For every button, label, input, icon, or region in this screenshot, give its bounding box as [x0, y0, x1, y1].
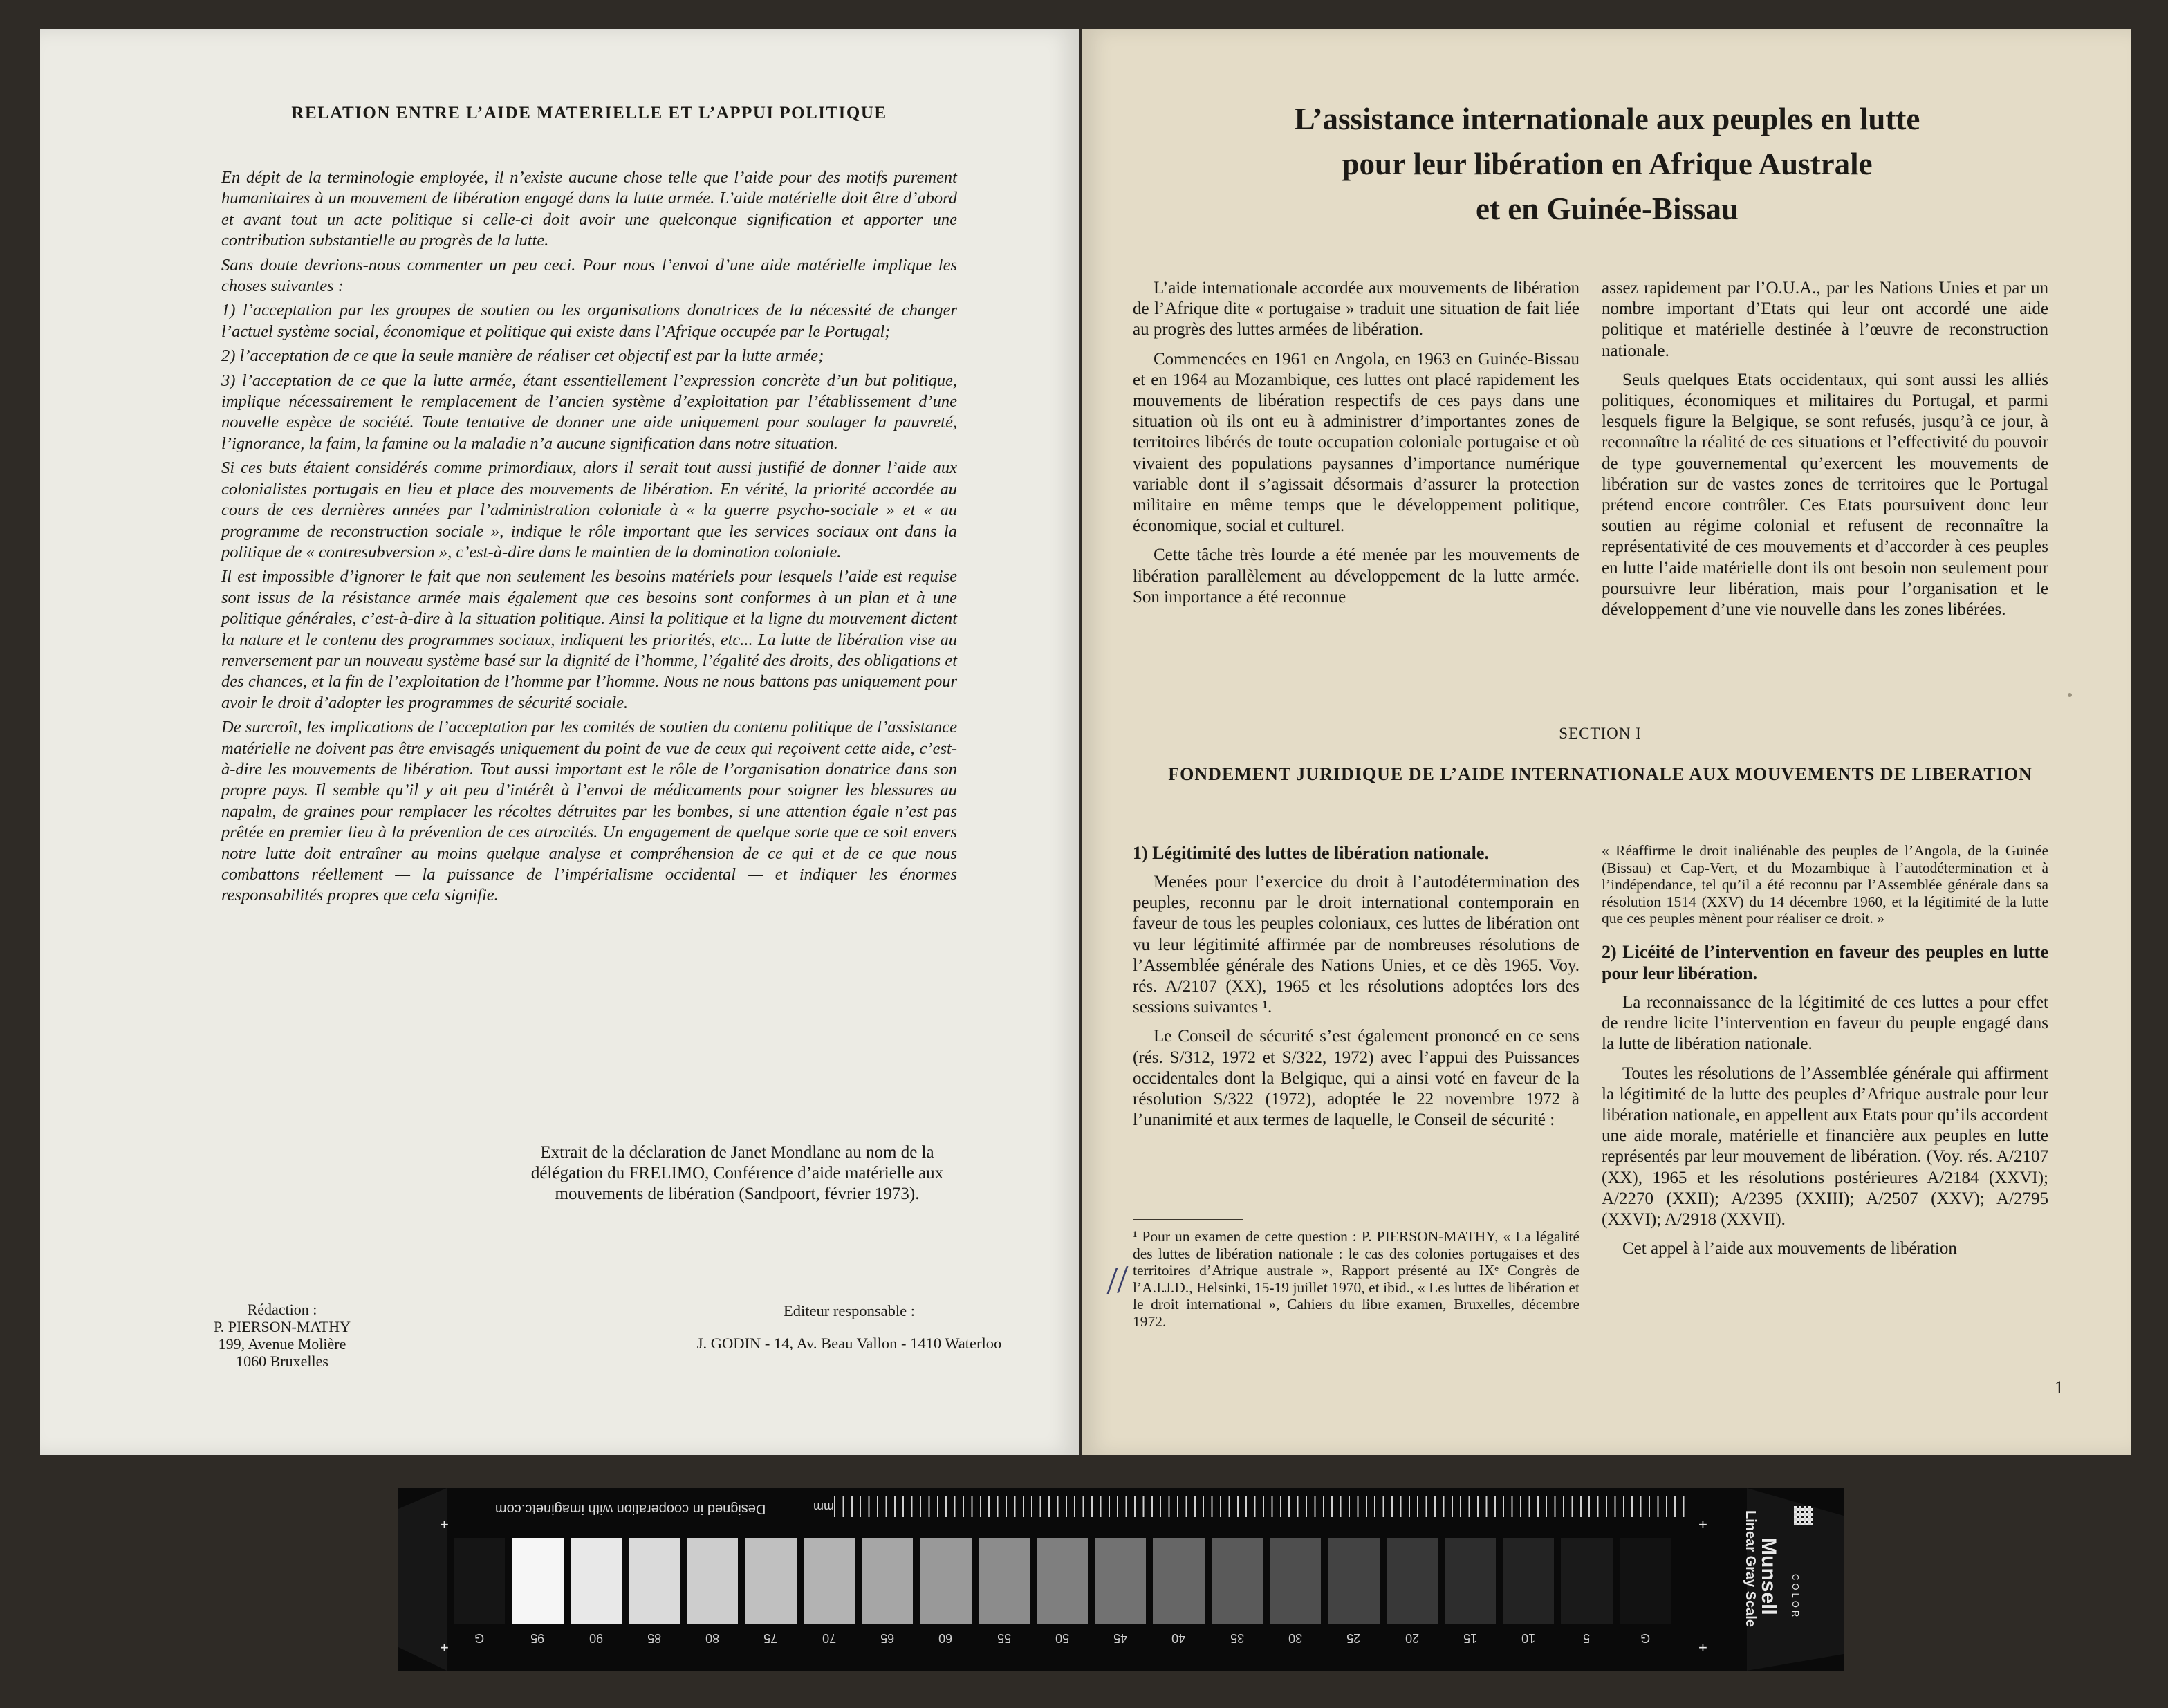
right-page: [1082, 29, 2131, 1455]
gray-swatch: [745, 1538, 796, 1624]
gray-swatch-label: 5: [1583, 1631, 1591, 1645]
gray-swatch: [1037, 1538, 1088, 1624]
gray-swatch-label: 40: [1171, 1631, 1186, 1645]
section-paragraph: La reconnaissance de la légitimité de ces luttes a pour effet de rendre licite l’intervention en faveur du peuple engagé dans la lutte de libération nationale.: [1602, 992, 2048, 1054]
gray-swatch-label: 20: [1405, 1631, 1419, 1645]
gray-swatch: [1212, 1538, 1263, 1624]
section-paragraph: Cet appel à l’aide aux mouvements de libération: [1622, 1239, 1957, 1259]
redaction-block: [206, 1301, 358, 1370]
gray-swatch: [1620, 1538, 1671, 1624]
left-page: [40, 29, 1079, 1455]
gray-swatch-label: 35: [1230, 1631, 1244, 1645]
gray-swatch: [862, 1538, 913, 1624]
left-paragraph: 2) l’acceptation de ce que la seule manière de réaliser cet objectif est par la lutte armée;: [221, 346, 824, 366]
gray-swatch-label: 90: [589, 1631, 603, 1645]
left-page-title: RELATION ENTRE L’AIDE MATERIELLE ET L’APPUI POLITIQUE: [291, 104, 887, 122]
section-paragraph: Toutes les résolutions de l’Assemblée générale qui affirment la légitimité de la lutte des peuples d’Afrique australe pour leur libération nationale, en appellent aux Etats pour qu’ils accordent une aide morale, matérielle et financière aux peuples en lutte représentés par leur mouvement de libération. (Voy. rés. A/2107 (XX), 1965 et les résolutions postérieures A/2184 (XXVI); A/2270 (XXII); A/2395 (XXIII); A/2507 (XXV); A/2795 (XXVI); A/2918 (XXVII).: [1602, 1064, 2048, 1229]
gray-swatch: [687, 1538, 738, 1624]
gray-swatch: [1445, 1538, 1496, 1624]
gray-swatch-label: 10: [1521, 1631, 1536, 1645]
gray-swatch: [1095, 1538, 1146, 1624]
ruler-unit: mm: [813, 1500, 834, 1514]
intro-paragraph: Commencées en 1961 en Angola, en 1963 en Guinée-Bissau et en 1964 au Mozambique, ces luttes ont placé rapidement les mouvements de libération respectifs de ces pays dans une situation où ils ont eu à administrer d’importantes zones de territoires libérés de toute occupation coloniale portugaise et où vivaient des populations paysannes d’importance numérique variable dont il s’agissait désormais d’assurer la protection militaire en même temps que le développement politique, économique, social et culturel.: [1133, 349, 1579, 536]
left-paragraph: 3) l’acceptation de ce que la lutte armée, étant essentiellement l’expression concrète d’un but politique, implique nécessairement le remplacement de l’ancien système d’exploitation par l’établissement d’une nouvelle espèce de société. Toute tentative de donner une aide uniquement pour soulager la pauvreté, l’ignorance, la faim, la famine ou la maladie n’a aucune signification dans notre situation.: [221, 371, 957, 453]
section-paragraph: Menées pour l’exercice du droit à l’autodétermination des peuples, reconnu par le droit international contemporain en faveur de tous les peuples coloniaux, ces luttes de libération ont vu leur légitimité affirmée par de nombreuses résolutions de l’Assemblée générale des Nations Unies, et ce dès 1965. Voy. rés. A/2107 (XX), 1965 et les résolutions adoptées lors des sessions suivantes ¹.: [1133, 873, 1579, 1017]
gray-swatch: [804, 1538, 855, 1624]
left-paragraph: Il est impossible d’ignorer le fait que non seulement les besoins matériels pour lesquels l’aide est requise sont issus de la résistance armée mais également que ces besoins sont conformes à un plan et à une politique générales, c’est-à-dire à la situation politique. Ainsi la politique et la ligne du mouvement dictent la nature et le contenu des programmes sociaux, indiquent les priorités, etc... La lutte de libération vise au renversement par un nouveau système basé sur la dignité de l’homme, l’égalité des droits, des obligations et des chances, et la fin de l’exploitation de l’homme par l’homme. Nous ne nous battons pas uniquement pour avoir le droit d’adopter les programmes de sécurité sociale.: [221, 567, 957, 712]
redaction-city: 1060 Bruxelles: [236, 1353, 328, 1370]
gray-swatch-label: G: [1640, 1631, 1650, 1645]
gray-swatch-label: 65: [880, 1631, 895, 1645]
gray-swatch: [454, 1538, 505, 1624]
intro-paragraph: assez rapidement par l’O.U.A., par les Nations Unies et par un nombre important d’Etats qui leur ont accordé une aide politique et matérielle destinée à l’œuvre de reconstruction nationale.: [1602, 279, 2048, 360]
redaction-street: 199, Avenue Molière: [218, 1335, 346, 1353]
gray-swatch: [979, 1538, 1030, 1624]
left-paragraph: De surcroît, les implications de l’acceptation par les comités de soutien du contenu politique de l’assistance matérielle ne doivent pas être envisagés uniquement du point de vue de ceux qui reçoivent cette aide, c’est-à-dire les mouvements de libération. Tout aussi important est le rôle de l’organisation donatrice dans son propre pays. Il semble qu’il y ait peu d’intérêt à l’envoi de médicaments pour soigner les blessures au napalm, de graines pour remplacer les récoltes détruites par les bombes, si une attention égale n’est pas prêtée en premier lieu à la prévention de ces atrocités. Un engagement de quelque sorte que ce soit envers notre lutte doit entraîner au moins quelque analyse et compréhension de ce qui et de ce que nous combattons réellement — la puissance de l’impérialisme occidental — et indiquer les énormes responsabilités propres que cela signifie.: [221, 718, 957, 905]
crosshair-icon: +: [440, 1639, 449, 1656]
gray-swatches: [454, 1538, 1671, 1624]
redaction-label: Rédaction :: [247, 1301, 317, 1318]
handwritten-margin-mark: //: [1103, 1258, 1131, 1302]
article-title-line: pour leur libération en Afrique Australe: [1342, 147, 1873, 181]
gray-swatch-label: 30: [1288, 1631, 1303, 1645]
resolution-quote: « Réaffirme le droit inaliénable des peuples de l’Angola, de la Guinée (Bissau) et Cap-Vert, et du Mozambique à l’autodétermination et à l’indépendance, tel qu’il a été reconnu par l’Assemblée générale dans sa résolution 1514 (XXV) du 14 décembre 1960, et la légitimité de la lutte que ces peuples mènent pour réaliser ce droit. »: [1602, 842, 2048, 927]
subsection-heading: 1) Légitimité des luttes de libération nationale.: [1133, 843, 1489, 863]
gray-swatch-label: 75: [763, 1631, 778, 1645]
munsell-logo-icon: [1794, 1506, 1813, 1525]
gray-swatch-label: 85: [647, 1631, 661, 1645]
gray-swatch-label: 45: [1113, 1631, 1128, 1645]
crosshair-icon: +: [1698, 1639, 1707, 1656]
section-column-left: [1133, 842, 1579, 1131]
gray-swatch: [1387, 1538, 1438, 1624]
munsell-brand: [1743, 1496, 1837, 1662]
intro-paragraph: Seuls quelques Etats occidentaux, qui sont aussi les alliés politiques, économiques et militaires du Portugal, et parmi lesquels figure la Belgique, se sont refusés, jusqu’à ce jour, à reconnaître la réalité de ces situations et l’effectivité du pouvoir de type gouvernemental qu’exercent les mouvements de libération sur de vastes zones de territoires que le Portugal prétend encore contrôler. Ces Etats poursuivent donc leur soutien au régime colonial et refusent de reconnaître la représentativité de ces mouvements et d’accorder à ces peuples en lutte l’aide matérielle dont ils ont besoin non seulement pour poursuivre leur libération, mais pour l’organisation et le développement d’une vie nouvelle dans les zones libérées.: [1602, 370, 2048, 620]
gray-swatch-label: 50: [1055, 1631, 1069, 1645]
intro-paragraph: L’aide internationale accordée aux mouvements de libération de l’Afrique dite « portugaise » traduit une situation de fait liée au progrès des luttes armées de libération.: [1133, 279, 1579, 340]
crosshair-icon: +: [1698, 1516, 1707, 1533]
gray-swatch: [571, 1538, 622, 1624]
product-name: Linear Gray Scale: [1743, 1510, 1758, 1627]
intro-column-left: [1133, 278, 1579, 608]
gray-swatch-labels: [454, 1631, 1671, 1645]
left-paragraph: 1) l’acceptation par les groupes de soutien ou les organisations donatrices de la nécessité de changer l’actuel système social, économique et politique qui existe dans l’Afrique occupée par le Portugal;: [221, 301, 957, 341]
gray-swatch: [1561, 1538, 1612, 1624]
gray-swatch-label: 95: [530, 1631, 545, 1645]
intro-column-right: [1602, 278, 2048, 620]
section-label: SECTION I: [1559, 725, 1642, 742]
gray-swatch-label: 80: [705, 1631, 720, 1645]
editeur-label: Editeur responsable :: [784, 1302, 915, 1319]
footnote: ¹ Pour un examen de cette question : P. PIERSON-MATHY, « La légalité des luttes de libération nationale : le cas des colonies portugaises et des territoires d’Afrique australe », Rapport présenté au IXᵉ Congrès de l’A.I.J.D., Helsinki, 15-19 juillet 1970, et ibid., « Les luttes de libération et le droit international », Cahiers du libre examen, Bruxelles, décembre 1972.: [1133, 1228, 1579, 1330]
gray-swatch: [1270, 1538, 1321, 1624]
redaction-name: P. PIERSON-MATHY: [213, 1318, 351, 1335]
subsection-heading: 2) Licéité de l’intervention en faveur des peuples en lutte pour leur libération.: [1602, 941, 2048, 983]
section-column-right: [1602, 842, 2048, 1259]
gray-swatch-label: 60: [938, 1631, 953, 1645]
left-paragraph: En dépit de la terminologie employée, il n’existe aucune chose telle que l’aide pour des motifs purement humanitaires à un mouvement de libération engagé dans la lutte armée. L’aide matérielle doit être d’abord et avant tout un acte politique si celle-ci doit avoir une quelconque signification et apporter une contribution substantielle au progrès de la lutte.: [221, 168, 957, 250]
footnote-divider: [1133, 1219, 1243, 1220]
margin-dot: [2068, 693, 2072, 697]
gray-swatch-label: 25: [1346, 1631, 1361, 1645]
ruler-credit: Designed in cooperation with imaginetc.com: [495, 1501, 766, 1516]
gray-swatch: [629, 1538, 680, 1624]
gray-swatch-label: 55: [997, 1631, 1011, 1645]
editeur-block: [621, 1302, 1077, 1352]
brand-name: Munsell: [1757, 1538, 1780, 1615]
ruler-ticks: [834, 1496, 1692, 1517]
gray-swatch-label: 15: [1463, 1631, 1477, 1645]
gray-swatch: [1153, 1538, 1204, 1624]
intro-paragraph: Cette tâche très lourde a été menée par les mouvements de libération parallèlement au développement de la lutte armée. Son importance a été reconnue: [1133, 546, 1579, 606]
gray-swatch-label: 70: [822, 1631, 836, 1645]
section-paragraph: Le Conseil de sécurité s’est également prononcé en ce sens (rés. S/312, 1972 et S/322, 1972) avec l’appui des Puissances occidentales dont la Belgique, qui a ainsi voté en faveur de la résolution S/322 (1972), adoptée le 22 novembre 1972 à l’unanimité et aux termes de laquelle, le Conseil de sécurité :: [1133, 1027, 1579, 1130]
extract-attribution: Extrait de la déclaration de Janet Mondlane au nom de la délégation du FRELIMO, Conférence d’aide matérielle aux mouvements de libération (Sandpoort, février 1973).: [530, 1143, 944, 1203]
gray-swatch-label: G: [474, 1631, 485, 1645]
left-paragraph: Sans doute devrions-nous commenter un peu ceci. Pour nous l’envoi d’une aide matérielle implique les choses suivantes :: [221, 255, 957, 296]
article-title-line: et en Guinée-Bissau: [1475, 192, 1739, 226]
left-page-body: [221, 167, 957, 910]
gray-swatch: [920, 1538, 971, 1624]
page-number: 1: [2055, 1377, 2064, 1398]
gray-swatch: [1328, 1538, 1379, 1624]
editeur-text: J. GODIN - 14, Av. Beau Vallon - 1410 Waterloo: [696, 1335, 1002, 1352]
gray-swatch: [512, 1538, 563, 1624]
article-title-line: L’assistance internationale aux peuples en lutte: [1294, 102, 1920, 136]
gray-scale-card: [398, 1488, 1844, 1671]
article-title: [1165, 97, 2050, 232]
left-paragraph: Si ces buts étaient considérés comme primordiaux, alors il serait tout aussi justifié de donner l’aide aux colonialistes portugais en lieu et place des mouvements de libération. En vérité, la priorité accordée au cours de ces dernières années par l’administration coloniale à « la guerre psycho-sociale » et « au programme de reconstruction sociale », indique le rôle important que les services sociaux ont dans la politique de « contresubversion », c’est-à-dire dans le maintien de la domination coloniale.: [221, 458, 957, 561]
section-title: FONDEMENT JURIDIQUE DE L’AIDE INTERNATIONALE AUX MOUVEMENTS DE LIBERATION: [1168, 764, 2032, 784]
brand-sub: COLOR: [1790, 1574, 1801, 1620]
crosshair-icon: +: [440, 1516, 449, 1533]
gray-swatch: [1503, 1538, 1554, 1624]
